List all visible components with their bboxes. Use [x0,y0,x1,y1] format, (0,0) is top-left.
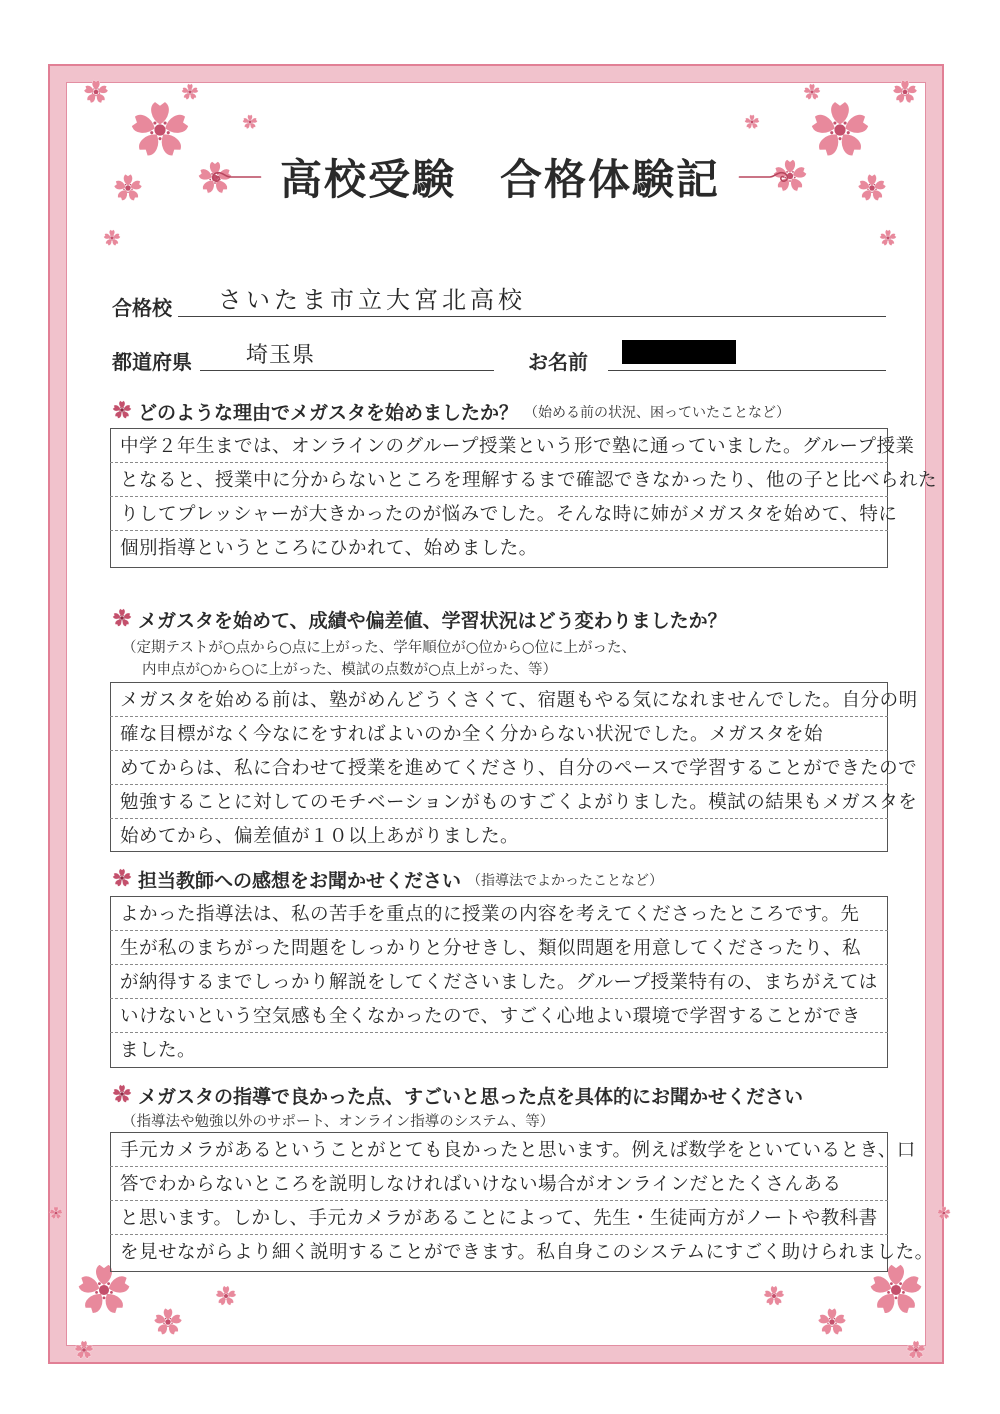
cherry-blossom-icon [937,1205,951,1224]
question-3-title: 担当教師への感想をお聞かせください [138,870,462,892]
answer-1-line: 個別指導というところにひかれて、始めました。 [120,538,538,559]
school-label: 合格校 [112,296,172,320]
answer-3-line: が納得するまでしっかり解説をしてくださいました。グループ授業特有の、まちがえては [120,972,878,993]
cherry-blossom-icon [113,173,143,207]
answer-1-rule [110,530,888,531]
blossom-bullet-icon [112,608,132,632]
answer-4-rule [110,1200,888,1201]
answer-1-rule [110,462,888,463]
answer-4-line: 手元カメラがあるということがとても良かったと思います。例えば数学をといているとき、口 [120,1140,916,1161]
answer-3-line: 生が私のまちがった問題をしっかりと分せきし、類似問題を用意してくださったり、私 [120,938,862,959]
question-2-title: メガスタを始めて、成績や偏差値、学習状況はどう変わりましたか？ [138,610,727,632]
cherry-blossom-icon [215,1285,237,1311]
question-2-heading [112,606,727,633]
question-2-note: （定期テストが○点から○点に上がった、学年順位が○位から○位に上がった、 [122,640,637,656]
cherry-blossom-icon [857,173,887,207]
answer-2-line: メガスタを始める前は、塾がめんどうくさくて、宿題もやる気になれませんでした。自分の明 [120,690,918,711]
question-4-heading [112,1082,803,1109]
question-2-note: 内申点が○から○に上がった、模試の点数が○点上がった、等） [142,662,557,678]
cherry-blossom-icon [103,229,121,251]
answer-3-rule [110,964,888,965]
cherry-blossom-icon [809,99,871,165]
answer-4-line: 答でわからないところを説明しなければいけない場合がオンラインだとたくさんある [120,1174,842,1195]
answer-2-line: めてからは、私に合わせて授業を進めてくださり、自分のペースで学習することができたので [120,758,918,779]
title-banner [210,142,790,212]
blossom-bullet-icon [112,1084,132,1108]
answer-1-line: りしてプレッシャーが大きかったのが悩みでした。そんな時に姉がメガスタを始めて、特に [120,504,898,525]
answer-2-line: 確な目標がなく今なにをすればよいのか全く分からない状況でした。メガスタを始 [120,724,824,745]
name-underline [608,370,886,371]
answer-2-line: 始めてから、偏差値が１０以上あがりました。 [120,826,520,847]
prefecture-label: 都道府県 [112,350,192,374]
cherry-blossom-icon [181,83,199,105]
cherry-blossom-icon [892,79,918,109]
prefecture-underline [200,370,494,371]
answer-4-line: と思います。しかし、手元カメラがあることによって、先生・生徒両方がノートや教科書 [120,1208,878,1229]
cherry-blossom-icon [74,1340,94,1364]
cherry-blossom-icon [906,1340,926,1364]
answer-2-line: 勉強することに対してのモチベーションがものすごくよがりました。模試の結果もメガスタを [120,792,918,813]
school-underline [178,316,886,317]
cherry-blossom-icon [129,99,191,165]
cherry-blossom-icon [49,1205,63,1224]
question-4-title: メガスタの指導で良かった点、すごいと思った点を具体的にお聞かせください [138,1086,804,1108]
cherry-blossom-icon [242,114,258,134]
cherry-blossom-icon [153,1307,183,1341]
name-label: お名前 [528,350,588,374]
answer-3-line: よかった指導法は、私の苦手を重点的に授業の内容を考えてくださったところです。先 [120,904,860,925]
cherry-blossom-icon [879,229,897,251]
cherry-blossom-icon [83,79,109,109]
answer-4-rule [110,1234,888,1235]
answer-1-rule [110,496,888,497]
answer-2-rule [110,716,888,717]
right-flourish-icon [738,165,790,189]
answer-3-line: ました。 [120,1040,197,1061]
answer-3-rule [110,1032,888,1033]
question-1-title: どのような理由でメガスタを始めましたか？ [138,402,519,424]
blossom-bullet-icon [112,868,132,892]
answer-3-line: いけないという空気感も全くなかったので、すごく心地よい環境で学習することができ [120,1006,861,1027]
cherry-blossom-icon [803,83,821,105]
question-3-heading [112,866,663,893]
blossom-bullet-icon [112,400,132,424]
cherry-blossom-icon [763,1285,785,1311]
answer-4-line: を見せながらより細く説明することができます。私自身このシステムにすごく助けられました。 [120,1242,934,1263]
school-value: さいたま市立大宮北高校 [218,286,526,314]
answer-3-rule [110,998,888,999]
prefecture-value: 埼玉県 [246,343,316,368]
answer-2-rule [110,784,888,785]
question-1-heading [112,398,790,425]
answer-2-rule [110,818,888,819]
answer-1-line: となると、授業中に分からないところを理解するまで確認できなかったり、他の子と比べられた [120,470,938,491]
answer-4-rule [110,1166,888,1167]
question-4-note: （指導法や勉強以外のサポート、オンライン指導のシステム、等） [122,1114,555,1130]
left-flourish-icon [210,165,262,189]
page-title: 高校受験 合格体験記 [279,155,720,204]
question-1-subtitle: （始める前の状況、困っていたことなど） [524,404,791,421]
name-redaction [622,340,736,364]
answer-2-rule [110,750,888,751]
answer-3-rule [110,930,888,931]
cherry-blossom-icon [744,114,760,134]
answer-1-line: 中学２年生までは、オンラインのグループ授業という形で塾に通っていました。グループ授業 [120,436,915,457]
question-3-subtitle: （指導法でよかったことなど） [467,872,664,889]
cherry-blossom-icon [817,1307,847,1341]
